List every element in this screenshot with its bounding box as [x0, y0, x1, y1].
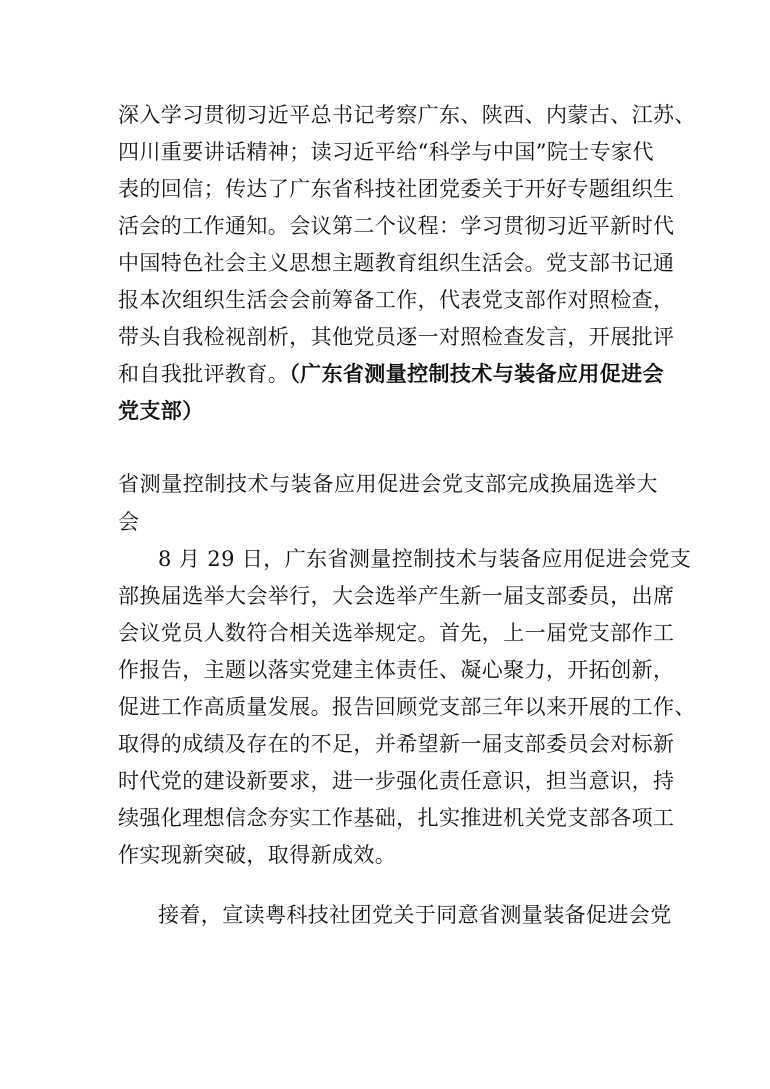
- body-text-line: 促进工作高质量发展。报告回顾党支部三年以来开展的工作、: [118, 695, 696, 719]
- body-text-line: 部换届选举大会举行，大会选举产生新一届支部委员，出席: [118, 584, 675, 608]
- body-text-line: 四川重要讲话精神；读习近平给“科学与中国”院士专家代: [118, 140, 654, 164]
- body-text-line: 取得的成绩及存在的不足，并希望新一届支部委员会对标新: [118, 732, 675, 756]
- body-text-line: 8 月 29 日，广东省测量控制技术与装备应用促进会党支: [158, 547, 692, 571]
- body-text-line: 中国特色社会主义思想主题教育组织生活会。党支部书记通: [118, 251, 675, 275]
- body-text-segment: 和自我批评教育。: [118, 362, 290, 386]
- body-text-line: 活会的工作通知。会议第二个议程：学习贯彻习近平新时代: [118, 214, 675, 238]
- body-text-line: 作实现新突破，取得新成效。: [118, 843, 397, 867]
- body-text-line: 深入学习贯彻习近平总书记考察广东、陕西、内蒙古、江苏、: [118, 103, 696, 127]
- body-text-line: 表的回信；传达了广东省科技社团党委关于开好专题组织生: [118, 177, 675, 201]
- source-attribution: 党支部）: [118, 398, 204, 423]
- body-text-line: 时代党的建设新要求，进一步强化责任意识，担当意识，持: [118, 769, 675, 793]
- section-title: 会: [118, 510, 140, 534]
- body-text-line: 作报告，主题以落实党建主体责任、凝心聚力，开拓创新，: [118, 658, 675, 682]
- body-text-line: 会议党员人数符合相关选举规定。首先，上一届党支部作工: [118, 621, 675, 645]
- body-text-line: 接着，宣读粤科技社团党关于同意省测量装备促进会党: [158, 903, 672, 927]
- section-title: 省测量控制技术与装备应用促进会党支部完成换届选举大: [118, 472, 658, 496]
- body-text-line: 续强化理想信念夯实工作基础，扎实推进机关党支部各项工: [118, 806, 675, 830]
- source-attribution: （广东省测量控制技术与装备应用促进会: [289, 361, 664, 386]
- body-text-line: 带头自我检视剖析，其他党员逐一对照检查发言，开展批评: [118, 325, 675, 349]
- body-text-line: 报本次组织生活会会前筹备工作，代表党支部作对照检查，: [118, 288, 675, 312]
- body-text-line: [118, 361, 664, 387]
